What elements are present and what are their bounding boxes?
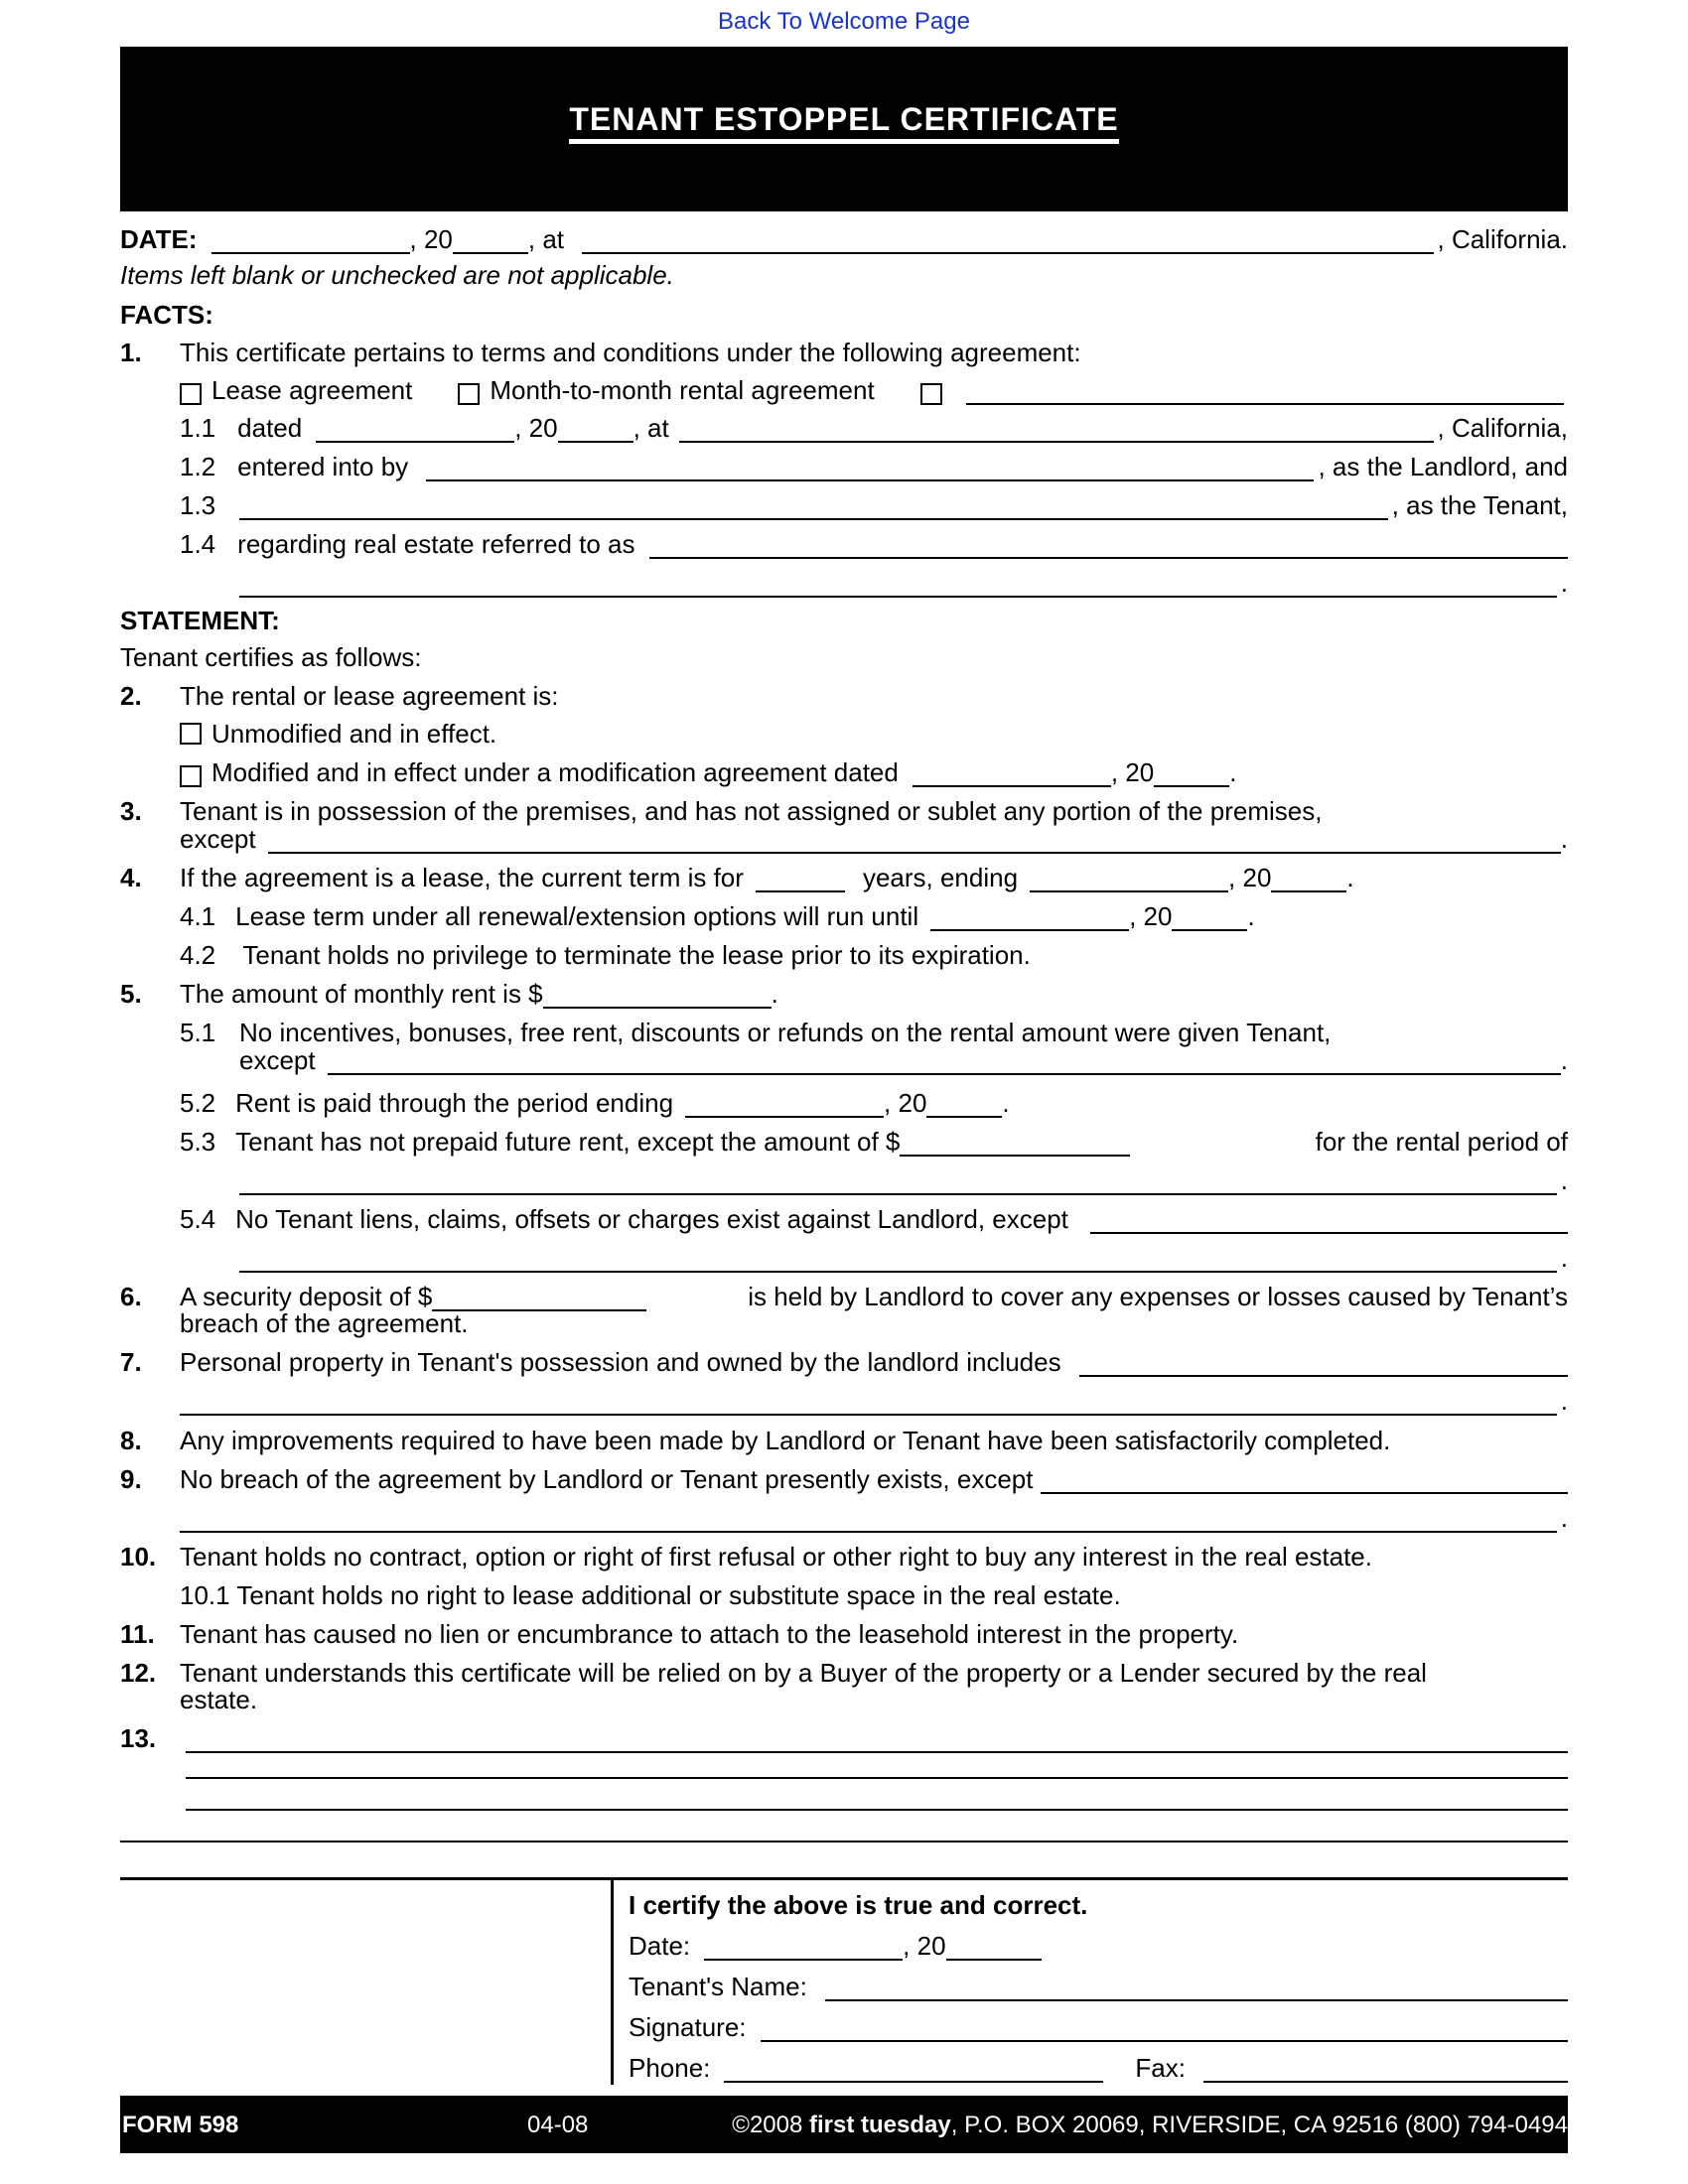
- item-text: Any improvements required to have been made by Landlord or Tenant have been satisfactorily completed.: [180, 1426, 1391, 1455]
- modified-option: Modified and in effect under a modification agreement dated , 20 .: [180, 757, 1568, 787]
- blank-note: Items left blank or unchecked are not applicable.: [120, 260, 674, 290]
- rental-period-line: .: [239, 1165, 1568, 1195]
- prepaid-amount-field[interactable]: [900, 1133, 1130, 1157]
- item-number: 6.: [120, 1282, 142, 1311]
- item-number: 4.: [120, 863, 142, 892]
- certify-heading: I certify the above is true and correct.: [629, 1890, 1088, 1920]
- year-field[interactable]: [946, 1937, 1042, 1961]
- dated-label: dated: [237, 413, 303, 443]
- sub-number: 5.4: [180, 1204, 216, 1234]
- rental-period-field[interactable]: [239, 1171, 1557, 1195]
- date-label: Date:: [629, 1931, 691, 1961]
- item-13-field-3[interactable]: [186, 1787, 1568, 1811]
- modified-checkbox[interactable]: [180, 765, 202, 787]
- term-years-field[interactable]: [756, 869, 845, 892]
- sub-text: No Tenant liens, claims, offsets or charges exist against Landlord, except: [235, 1204, 1068, 1234]
- certification-block: [611, 1880, 1568, 2085]
- sub-number: 4.1: [180, 901, 216, 931]
- signature-field[interactable]: [761, 2018, 1568, 2042]
- unmodified-option: [180, 719, 1568, 749]
- sub-number: 5.1: [180, 1018, 216, 1047]
- sub-number: 4.2: [180, 940, 216, 970]
- item-number: 3.: [120, 796, 142, 826]
- item-number: 10.: [120, 1542, 157, 1571]
- item-number: 13.: [120, 1723, 157, 1753]
- date-line: [120, 224, 1568, 254]
- item-12-line2: estate.: [180, 1685, 258, 1714]
- personal-property-field-2[interactable]: [180, 1392, 1557, 1416]
- certify-date-row: [629, 1931, 1568, 1961]
- liens-line-2: .: [239, 1243, 1568, 1273]
- date-field[interactable]: [211, 230, 410, 254]
- year-field[interactable]: [453, 230, 528, 254]
- footer-bar: [120, 2096, 1568, 2153]
- modification-date-field[interactable]: [913, 763, 1111, 787]
- location-field[interactable]: [679, 419, 1434, 443]
- item-13-field-1[interactable]: [186, 1729, 1568, 1753]
- other-agreement-field[interactable]: [966, 381, 1564, 405]
- item-13: [120, 1723, 1568, 1753]
- form-number: FORM 598: [122, 2112, 239, 2138]
- real-estate-line-2: .: [239, 568, 1568, 598]
- date-label: DATE:: [120, 224, 198, 254]
- real-estate-field[interactable]: [649, 535, 1569, 559]
- item-number: 9.: [120, 1464, 142, 1494]
- item-4-2: [180, 940, 1568, 970]
- item-7-line2: .: [180, 1386, 1568, 1416]
- item-number: 5.: [120, 979, 142, 1009]
- item-text: A security deposit of $: [180, 1282, 433, 1311]
- term-end-field[interactable]: [1030, 869, 1228, 892]
- except-label: except: [180, 824, 256, 854]
- signature-label: Signature:: [629, 2012, 747, 2042]
- unmodified-label: Unmodified and in effect.: [211, 719, 497, 749]
- year-field[interactable]: [1154, 763, 1229, 787]
- form-page: [120, 0, 1568, 2184]
- month-to-month-checkbox[interactable]: [458, 383, 480, 405]
- item-number: 1.: [120, 338, 142, 367]
- item-text: Personal property in Tenant's possession and owned by the landlord includes: [180, 1347, 1061, 1377]
- item-text: This certificate pertains to terms and conditions under the following agreement:: [180, 338, 1081, 367]
- tenant-name-row: [629, 1972, 1568, 2001]
- year-prefix: , 20: [1110, 757, 1155, 787]
- paid-through-field[interactable]: [685, 1094, 884, 1118]
- item-text: Tenant is in possession of the premises, and has not assigned or sublet any portion of the premises,: [180, 796, 1323, 826]
- unmodified-checkbox[interactable]: [180, 723, 202, 745]
- modified-label: Modified and in effect under a modification agreement dated: [211, 757, 899, 787]
- item-13-line2: [186, 1755, 1568, 1779]
- signature-row: [629, 2012, 1568, 2042]
- dated-field[interactable]: [316, 419, 514, 443]
- item-5-1-except: except .: [239, 1045, 1568, 1075]
- statement-intro: Tenant certifies as follows:: [120, 642, 422, 672]
- other-checkbox[interactable]: [920, 383, 942, 405]
- at-label: , at: [527, 224, 565, 254]
- year-field[interactable]: [1172, 907, 1247, 931]
- year-prefix: , 20: [884, 1088, 927, 1118]
- item-1-2: [180, 452, 1568, 481]
- location-field[interactable]: [582, 230, 1433, 254]
- item-number: 2.: [120, 681, 142, 711]
- item-4-1: 4.1 Lease term under all renewal/extension options will run until , 20 .: [180, 901, 1255, 931]
- item-number: 11.: [120, 1619, 155, 1649]
- sub-number: 5.2: [180, 1088, 216, 1118]
- breach-exception-field[interactable]: [1041, 1470, 1568, 1494]
- real-estate-field-2[interactable]: [239, 574, 1557, 598]
- item-5: 5. The amount of monthly rent is $ .: [120, 979, 778, 1009]
- phone-fax-row: [629, 2053, 1568, 2083]
- item-text: If the agreement is a lease, the current term is for: [180, 863, 744, 892]
- at-label: , at: [633, 413, 669, 443]
- liens-exception-field[interactable]: [1090, 1210, 1568, 1234]
- item-number: 7.: [120, 1347, 142, 1377]
- item-6-line2: breach of the agreement.: [180, 1308, 469, 1338]
- back-to-welcome-link[interactable]: Back To Welcome Page: [718, 8, 970, 35]
- sub-number: 1.1: [180, 413, 216, 443]
- statement-heading: STATEMENT:: [120, 606, 280, 635]
- item-5-3: [180, 1127, 1568, 1157]
- sub-text: regarding real estate referred to as: [237, 529, 635, 559]
- year-prefix: , 20: [903, 1931, 946, 1961]
- item-1-3: [180, 490, 1568, 520]
- item-text: Tenant holds no contract, option or right of first refusal or other right to buy any interest in the real estate.: [180, 1542, 1372, 1571]
- item-number: 12.: [120, 1658, 157, 1688]
- facts-heading: FACTS:: [120, 300, 213, 330]
- item-1-4: [180, 529, 1568, 559]
- landlord-field[interactable]: [426, 458, 1314, 481]
- item-text: Tenant understands this certificate will be relied on by a Buyer of the property or a Lender secured by the real: [180, 1658, 1427, 1688]
- years-label: years, ending: [862, 863, 1019, 892]
- item-5-1: [180, 1018, 1568, 1047]
- monthly-rent-field[interactable]: [543, 985, 772, 1009]
- item-9: [120, 1464, 1568, 1494]
- item-4: 4. If the agreement is a lease, the current term is for years, ending , 20 .: [120, 863, 1354, 892]
- sub-number: 1.4: [180, 529, 216, 559]
- item-13-line4: [120, 1819, 1568, 1843]
- certify-date-field[interactable]: [704, 1937, 903, 1961]
- item-13-field-4[interactable]: [120, 1819, 1568, 1843]
- item-1-1: [180, 413, 1568, 443]
- breach-exception-field-2[interactable]: [180, 1509, 1557, 1533]
- tenant-field[interactable]: [239, 496, 1388, 520]
- tenant-label: , as the Tenant,: [1391, 490, 1568, 520]
- year-field[interactable]: [558, 419, 633, 443]
- year-prefix: , 20: [1228, 863, 1272, 892]
- lease-checkbox[interactable]: [180, 383, 202, 405]
- personal-property-field[interactable]: [1079, 1353, 1568, 1377]
- item-7: [120, 1347, 1568, 1377]
- item-6: [120, 1282, 1568, 1311]
- sublet-exception-field[interactable]: [268, 830, 1561, 854]
- item-13-field-2[interactable]: [186, 1755, 1568, 1779]
- year-field[interactable]: [926, 1094, 1002, 1118]
- liens-exception-field-2[interactable]: [239, 1249, 1557, 1273]
- sub-number: 5.3: [180, 1127, 216, 1157]
- sub-text: Rent is paid through the period ending: [235, 1088, 674, 1118]
- year-field[interactable]: [1271, 869, 1346, 892]
- year-prefix: , 20: [514, 413, 558, 443]
- sub-number: 1.3: [180, 490, 216, 520]
- state-label: , California,: [1437, 413, 1568, 443]
- item-5-4: [180, 1204, 1568, 1234]
- item-10-1: 10.1 Tenant holds no right to lease additional or substitute space in the real estate.: [180, 1580, 1121, 1610]
- year-prefix: , 20: [1129, 901, 1173, 931]
- state-label: , California.: [1437, 224, 1568, 254]
- sub-text: entered into by: [237, 452, 409, 481]
- year-prefix: , 20: [409, 224, 453, 254]
- item-5-2: 5.2 Rent is paid through the period ending , 20 .: [180, 1088, 1010, 1118]
- sub-number: 1.2: [180, 452, 216, 481]
- item-9-line2: .: [180, 1503, 1568, 1533]
- month-to-month-option-label: Month-to-month rental agreement: [490, 375, 875, 405]
- tenant-name-label: Tenant's Name:: [629, 1972, 807, 2001]
- sub-text: Tenant has not prepaid future rent, except the amount of $: [235, 1127, 901, 1157]
- phone-field[interactable]: [724, 2059, 1103, 2083]
- fax-field[interactable]: [1203, 2059, 1568, 2083]
- sub-text: Lease term under all renewal/extension options will run until: [235, 901, 919, 931]
- sub-text: Tenant holds no privilege to terminate the lease prior to its expiration.: [242, 940, 1031, 970]
- item-3-except: except .: [180, 824, 1568, 854]
- fax-label: Fax:: [1135, 2053, 1186, 2083]
- item-text: No breach of the agreement by Landlord or Tenant presently exists, except: [180, 1464, 1034, 1494]
- lease-option-label: Lease agreement: [211, 375, 413, 405]
- item-13-line3: [186, 1787, 1568, 1811]
- item-text-2: is held by Landlord to cover any expenses or losses caused by Tenant’s: [748, 1282, 1568, 1311]
- rental-period-label: for the rental period of: [1315, 1127, 1568, 1157]
- item-text: The amount of monthly rent is $: [180, 979, 543, 1009]
- except-label: except: [239, 1045, 316, 1075]
- incentive-exception-field[interactable]: [328, 1051, 1561, 1075]
- landlord-label: , as the Landlord, and: [1318, 452, 1568, 481]
- item-text: Tenant has caused no lien or encumbrance to attach to the leasehold interest in the property.: [180, 1619, 1239, 1649]
- renewal-end-field[interactable]: [930, 907, 1129, 931]
- form-revision: 04-08: [527, 2112, 589, 2138]
- phone-label: Phone:: [629, 2053, 711, 2083]
- tenant-name-field[interactable]: [825, 1978, 1568, 2001]
- sub-text: No incentives, bonuses, free rent, discounts or refunds on the rental amount were given Tenant,: [239, 1018, 1332, 1047]
- item-number: 8.: [120, 1426, 142, 1455]
- agreement-options: [180, 375, 1568, 405]
- footer-copyright: ©2008 first tuesday, P.O. BOX 20069, RIVERSIDE, CA 92516 (800) 794-0494: [732, 2112, 1568, 2138]
- item-text: The rental or lease agreement is:: [180, 681, 559, 711]
- form-title: TENANT ESTOPPEL CERTIFICATE: [120, 101, 1568, 138]
